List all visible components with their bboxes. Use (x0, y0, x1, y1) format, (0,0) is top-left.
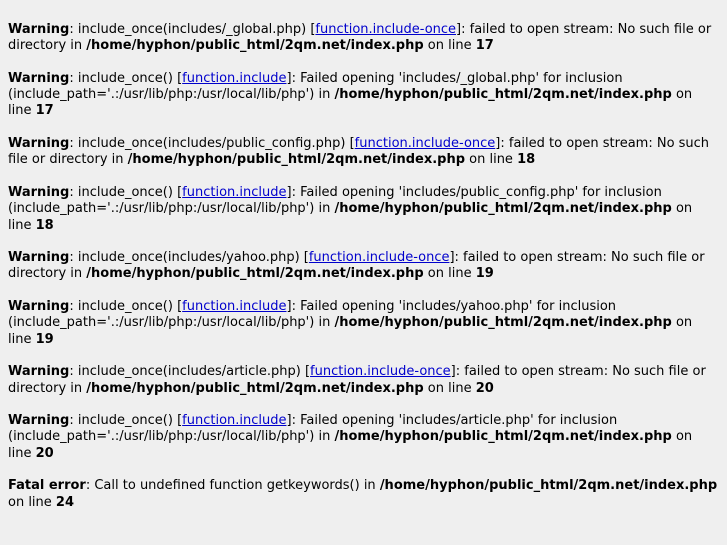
function-doc-link[interactable]: function.include (182, 413, 287, 429)
message-text: : include_once(includes/article.php) [ (69, 364, 311, 380)
file-path: /home/hyphon/public_html/2qm.net/index.php (334, 429, 672, 445)
fatal-error-label: Fatal error (8, 478, 86, 494)
line-number: 19 (475, 266, 494, 282)
function-doc-link[interactable]: function.include (182, 184, 287, 200)
fatal-error-message (8, 478, 719, 511)
function-doc-link[interactable]: function.include-once (310, 364, 451, 380)
on-line-text: on line (8, 201, 693, 233)
message-text: : include_once(includes/public_config.php) [ (69, 136, 355, 152)
on-line-text: on line (8, 87, 693, 119)
line-number: 18 (517, 152, 536, 168)
warning-label: Warning (8, 70, 70, 86)
message-text: ]: failed to open stream: No such file or directory in (8, 250, 705, 282)
file-path: /home/hyphon/public_html/2qm.net/index.php (334, 87, 672, 103)
file-path: /home/hyphon/public_html/2qm.net/index.php (86, 38, 424, 54)
message-text: ]: Failed opening 'includes/public_config.php' for inclusion (include_path='.:/usr/lib/php:/usr/local/lib/php') in (8, 184, 662, 217)
warning-label: Warning (8, 299, 70, 315)
on-line-text: on line (423, 38, 476, 54)
on-line-text: on line (8, 494, 56, 510)
function-doc-link[interactable]: function.include-once (308, 250, 450, 266)
warning-label: Warning (8, 413, 70, 429)
warning-message-4 (8, 185, 719, 234)
on-line-text: on line (423, 266, 476, 282)
warning-label: Warning (8, 22, 70, 37)
file-path: /home/hyphon/public_html/2qm.net/index.php (86, 380, 424, 396)
function-doc-link[interactable]: function.include (182, 70, 287, 86)
file-path: /home/hyphon/public_html/2qm.net/index.php (334, 315, 672, 331)
function-doc-link[interactable]: function.include-once (354, 136, 496, 152)
warning-message-1 (8, 0, 719, 55)
warning-message-7 (8, 364, 719, 397)
message-text: : include_once() [ (69, 184, 183, 200)
message-text: : include_once(includes/_global.php) [ (69, 22, 316, 37)
line-number: 18 (35, 217, 54, 233)
file-path: /home/hyphon/public_html/2qm.net/index.php (334, 201, 672, 217)
on-line-text: on line (465, 152, 518, 168)
file-path: /home/hyphon/public_html/2qm.net/index.php (127, 152, 466, 168)
warning-message-5 (8, 250, 719, 283)
function-doc-link[interactable]: function.include (182, 299, 287, 315)
message-text: ]: Failed opening 'includes/yahoo.php' for inclusion (include_path='.:/usr/lib/php:/usr/local/lib/php') in (8, 299, 617, 331)
message-text: ]: failed to open stream: No such file or directory in (8, 136, 710, 168)
on-line-text: on line (8, 315, 693, 347)
message-text: : include_once() [ (69, 299, 183, 315)
message-text: ]: failed to open stream: No such file or directory in (8, 22, 712, 54)
file-path: /home/hyphon/public_html/2qm.net/index.php (86, 266, 424, 282)
line-number: 20 (475, 380, 494, 396)
warning-label: Warning (8, 136, 70, 152)
on-line-text: on line (423, 380, 476, 396)
line-number: 17 (475, 38, 494, 54)
message-text: : include_once() [ (69, 70, 183, 86)
warning-message-3 (8, 136, 719, 169)
line-number: 19 (35, 331, 54, 347)
message-text: ]: Failed opening 'includes/_global.php' for inclusion (include_path='.:/usr/lib/php:/usr/local/lib/php') in (8, 70, 623, 103)
line-number: 20 (35, 445, 54, 461)
line-number: 24 (55, 494, 75, 510)
on-line-text: on line (8, 429, 693, 461)
function-doc-link[interactable]: function.include-once (315, 22, 457, 37)
line-number: 17 (35, 103, 54, 119)
message-text: ]: Failed opening 'includes/article.php' for inclusion (include_path='.:/usr/lib/php:/usr/local/lib/php') in (8, 413, 618, 445)
warning-message-8 (8, 413, 719, 462)
message-text: : include_once(includes/yahoo.php) [ (69, 250, 309, 266)
message-text: : Call to undefined function getkeywords() in (85, 478, 380, 494)
message-text: ]: failed to open stream: No such file or directory in (8, 364, 706, 396)
warning-label: Warning (8, 250, 70, 266)
file-path: /home/hyphon/public_html/2qm.net/index.php (379, 478, 718, 494)
warning-label: Warning (8, 184, 70, 200)
warning-message-6 (8, 299, 719, 348)
warning-label: Warning (8, 364, 70, 380)
warning-message-2 (8, 71, 719, 120)
message-text: : include_once() [ (69, 413, 183, 429)
